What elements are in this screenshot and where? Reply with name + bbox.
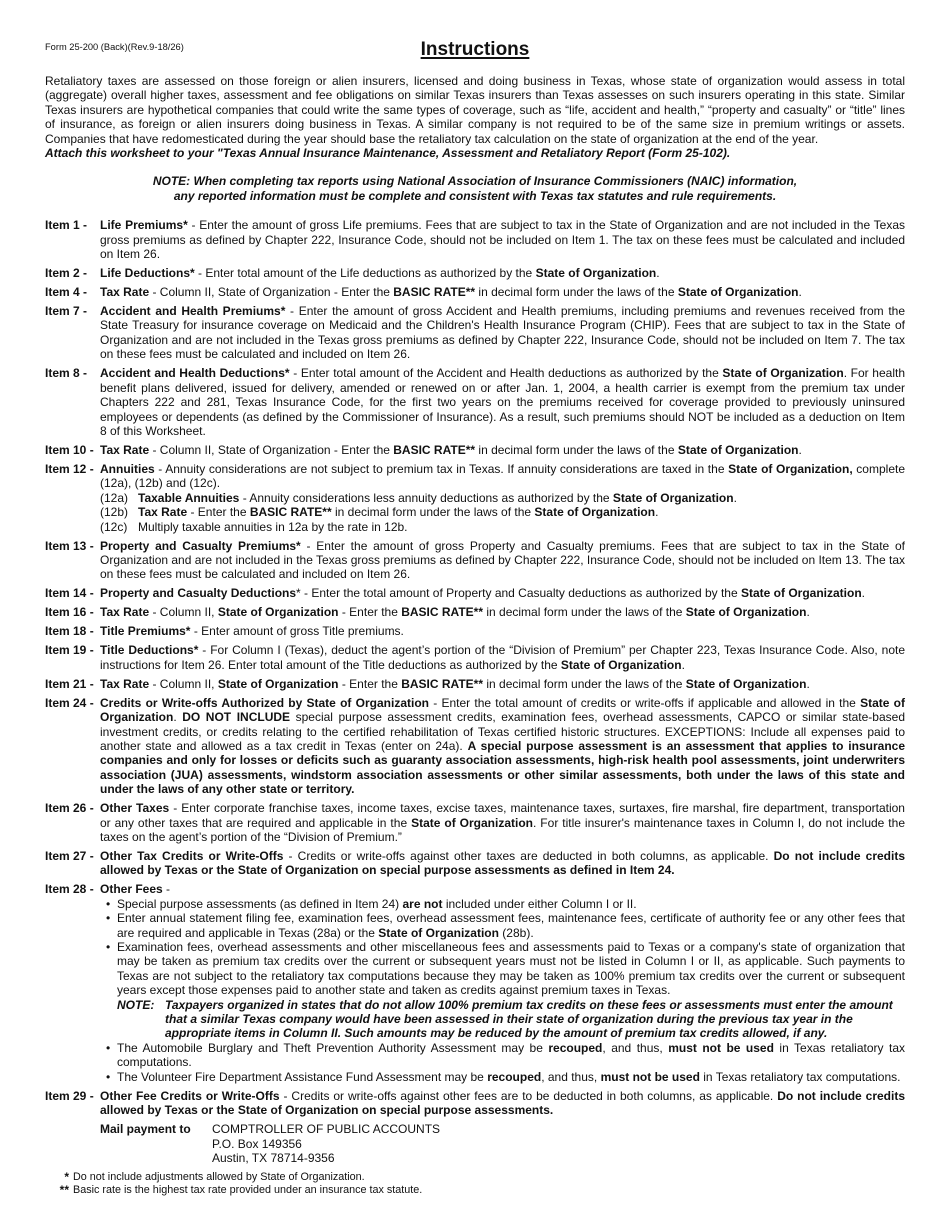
item-21 bbox=[45, 677, 905, 691]
bold-text-run: Accident and Health Premiums* bbox=[100, 304, 286, 319]
item-body bbox=[100, 882, 905, 1084]
bold-text-run: must not be used bbox=[668, 1040, 774, 1055]
text-run: - Column II, State of Organization - Enter the bbox=[149, 442, 394, 457]
sub-item-text bbox=[138, 505, 905, 519]
item-8 bbox=[45, 366, 905, 438]
item-text bbox=[100, 462, 905, 491]
bold-text-run: Tax Rate bbox=[100, 676, 150, 691]
mail-payment bbox=[45, 1122, 905, 1165]
bullet-glyph: • bbox=[106, 1069, 111, 1084]
bold-text-run: Other Fee Credits or Write-Offs bbox=[100, 1088, 280, 1103]
sub-item-label: (12a) bbox=[100, 490, 129, 505]
text-run: - Enter the amount of gross Accident and Health premiums, including premiums and revenues received from the State Treasury for insurance coverage on Medicaid and the Children's Health Insurance Program (CHIP). Fees that are subject to tax in the State of Organization and are not included in the Texas gross premiums as defined by Chapter 222, Insurance Code, should not be included on Item 7. The tax on these fees must be calculated and included on Item 26. bbox=[100, 304, 905, 362]
item-label: Item 1 - bbox=[45, 218, 88, 233]
text-run: . bbox=[173, 710, 183, 725]
item-list bbox=[45, 218, 905, 1117]
bold-text-run: State of Organization bbox=[722, 366, 844, 381]
bold-text-run: Tax Rate bbox=[100, 285, 150, 300]
text-run: , and thus, bbox=[602, 1040, 669, 1055]
text-run: - Enter total amount of the Life deductions as authorized by the bbox=[194, 266, 536, 281]
item-text bbox=[100, 624, 905, 638]
item-text bbox=[100, 285, 905, 299]
text-run: in decimal form under the laws of the bbox=[475, 285, 678, 300]
page-header bbox=[45, 38, 905, 66]
item-24 bbox=[45, 696, 905, 797]
bold-text-run: Other Taxes bbox=[100, 801, 170, 816]
bullet-text bbox=[117, 1041, 905, 1070]
footnote-text: Do not include adjustments allowed by State of Organization. bbox=[73, 1171, 365, 1184]
fees-note bbox=[100, 998, 905, 1041]
fees-note-text: Taxpayers organized in states that do not allow 100% premium tax credits on these fees or assessments must enter the amount that a similar Texas company would have been assessed in their state of organization during the previous tax year in the appropriate items in Column II. Such amounts may be reduced by the amount of premium tax credits allowed, if any. bbox=[165, 997, 893, 1041]
sub-item-label: (12c) bbox=[100, 519, 128, 534]
item-text bbox=[100, 605, 905, 619]
bold-text-run: State of Organization bbox=[534, 505, 656, 520]
item-label: Item 21 - bbox=[45, 676, 94, 691]
text-run: (28b). bbox=[498, 925, 534, 940]
bold-text-run: A special purpose assessment is an assessment that applies to insurance companies and only for losses or deficits such as guaranty association assessments, high-risk health pool assessments, joint underwriters association (JUA) assessments, windstorm association assessments or other similar assessments, both under the laws of this state and under the laws of any other state or territory. bbox=[100, 738, 906, 797]
item-label: Item 13 - bbox=[45, 538, 94, 553]
text-run: . bbox=[656, 266, 660, 281]
text-run: - Enter the bbox=[338, 676, 402, 691]
text-run: . bbox=[681, 657, 685, 672]
item-10 bbox=[45, 443, 905, 457]
bullet-glyph: • bbox=[106, 911, 111, 926]
text-run: The Automobile Burglary and Theft Prevention Authority Assessment may be bbox=[117, 1040, 549, 1055]
text-run: - Annuity considerations are not subject to premium tax in Texas. If annuity considerations are taxed in the bbox=[154, 461, 729, 476]
address-line: P.O. Box 149356 bbox=[212, 1136, 302, 1151]
bullet-item bbox=[100, 1041, 905, 1070]
item-text bbox=[100, 366, 905, 438]
text-run: in Texas retaliatory tax computations. bbox=[117, 1040, 906, 1070]
item-14 bbox=[45, 586, 905, 600]
item-text bbox=[100, 677, 905, 691]
bold-text-run: Other Tax Credits or Write-Offs bbox=[100, 849, 284, 863]
naic-note bbox=[45, 174, 905, 203]
text-run: Multiply taxable annuities in 12a by the rate in 12b. bbox=[138, 519, 408, 534]
bold-text-run: State of Organization bbox=[100, 695, 905, 725]
text-run: complete (12a), (12b) and (12c). bbox=[100, 461, 905, 491]
item-1 bbox=[45, 218, 905, 261]
item-label: Item 12 - bbox=[45, 461, 94, 476]
bold-text-run: State of Organization bbox=[560, 657, 682, 672]
footnote bbox=[45, 1171, 905, 1184]
form-id: Form 25-200 (Back)(Rev.9-18/26) bbox=[45, 42, 184, 52]
item-text bbox=[100, 882, 905, 896]
text-run: - Column II, bbox=[149, 676, 218, 691]
bullet-glyph: • bbox=[106, 1040, 111, 1055]
text-run: , and thus, bbox=[541, 1069, 601, 1084]
bold-text-run: Accident and Health Deductions* bbox=[100, 366, 290, 381]
text-run: in decimal form under the laws of the bbox=[475, 442, 678, 457]
intro bbox=[45, 74, 905, 160]
bullet-item bbox=[100, 897, 905, 911]
bold-text-run: State of Organization bbox=[411, 815, 534, 830]
item-text bbox=[100, 266, 905, 280]
bold-text-run: State of Organization bbox=[685, 605, 807, 620]
item-4 bbox=[45, 285, 905, 299]
bold-text-run: BASIC RATE** bbox=[249, 505, 332, 520]
item-label: Item 28 - bbox=[45, 882, 94, 897]
item-text bbox=[100, 643, 905, 672]
item-19 bbox=[45, 643, 905, 672]
item-label: Item 4 - bbox=[45, 285, 88, 300]
text-run: Enter annual statement filing fee, examination fees, overhead assessment fees, maintenance fees, certificate of authority fee or any other fees that are required and applicable in Texas (28a) or the bbox=[117, 911, 905, 940]
bold-text-run: Life Deductions* bbox=[100, 266, 195, 281]
text-run: . bbox=[806, 676, 810, 691]
bullet-text bbox=[117, 911, 905, 940]
bold-text-run: Tax Rate bbox=[138, 505, 188, 520]
text-run: - Enter the amount of gross Property and Casualty premiums. Fees that are subject to tax in the State of Organization and are not included in the Texas gross premiums as defined by Chapter 222, Insurance Code, should not be included on Item 13. The tax on these fees must be calculated and included on Item 26. bbox=[100, 538, 905, 582]
bold-text-run: Property and Casualty Deductions bbox=[100, 586, 297, 601]
intro-paragraph: Retaliatory taxes are assessed on those foreign or alien insurers, licensed and doing business in Texas, whose state of organization would assess in total (aggregate) overall higher taxes, assessment and fee obligations on similar Texas insurers than Texas assesses on such insurers operating in this state. Similar Texas insurers are hypothetical companies that could write the same types of coverage, such as “life, accident and health,” “property and casualty” or “title” lines of insurance, as foreign or alien insurers doing business in Texas. A similar company is not required to be of the same size in premium writings or assets. Companies that have redomesticated during the year should base the retaliatory tax calculation on the state of organization at the end of the year. bbox=[45, 74, 905, 146]
item-body bbox=[100, 462, 905, 534]
bold-text-run: Property and Casualty Premiums* bbox=[100, 538, 301, 553]
text-run: in Texas retaliatory tax computations. bbox=[699, 1069, 901, 1084]
text-run: in decimal form under the laws of the bbox=[483, 676, 686, 691]
bold-text-run: Do not include credits allowed by Texas or the State of Organization on special purpose assessments. bbox=[100, 1088, 906, 1118]
text-run: . bbox=[733, 490, 737, 505]
text-run: . bbox=[655, 505, 659, 520]
item-label: Item 14 - bbox=[45, 586, 94, 601]
bold-text-run: Other Fees bbox=[100, 882, 163, 897]
bold-text-run: BASIC RATE** bbox=[401, 676, 484, 691]
item-label: Item 29 - bbox=[45, 1088, 94, 1103]
text-run: - Column II, bbox=[149, 605, 218, 620]
item-label: Item 18 - bbox=[45, 624, 94, 639]
bold-text-run: State of Organization bbox=[740, 586, 862, 601]
item-16 bbox=[45, 605, 905, 619]
bold-text-run: State of Organization bbox=[217, 605, 339, 620]
text-run: . bbox=[798, 285, 802, 300]
bold-text-run: Taxable Annuities bbox=[138, 490, 240, 505]
text-run: - Enter the total amount of credits or write-offs if applicable and allowed in the bbox=[429, 695, 861, 710]
item-label: Item 26 - bbox=[45, 801, 94, 816]
item-label: Item 8 - bbox=[45, 366, 88, 381]
bold-text-run: Title Deductions* bbox=[100, 643, 199, 658]
item-26 bbox=[45, 801, 905, 844]
footnote-text: Basic rate is the highest tax rate provided under an insurance tax statute. bbox=[73, 1184, 423, 1197]
item-29 bbox=[45, 1089, 905, 1118]
bold-text-run: Annuities bbox=[100, 461, 155, 476]
bold-text-run: are not bbox=[402, 896, 443, 911]
text-run: - For Column I (Texas), deduct the agent’s portion of the “Division of Premium” per Chapter 223, Texas Insurance Code. Also, note instructions for Item 26. Enter total amount of the Title deductions as authorized by the bbox=[100, 643, 905, 672]
item-label: Item 24 - bbox=[45, 695, 94, 710]
item-28 bbox=[45, 882, 905, 1084]
text-run: - Credits or write-offs against other fees are to be deducted in both columns, as applicable. bbox=[279, 1088, 778, 1103]
bold-text-run: State of Organization bbox=[677, 285, 799, 300]
item-text bbox=[100, 696, 905, 797]
sub-item-12c bbox=[100, 520, 905, 534]
text-run: - Enter amount of gross Title premiums. bbox=[190, 624, 404, 639]
bold-text-run: State of Organization bbox=[378, 925, 499, 940]
item-text bbox=[100, 586, 905, 600]
bold-text-run: Tax Rate bbox=[100, 442, 150, 457]
text-run: - Enter total amount of the Accident and Health deductions as authorized by the bbox=[289, 366, 723, 381]
bullet-item bbox=[100, 911, 905, 940]
text-run: - Column II, State of Organization - Enter the bbox=[149, 285, 394, 300]
text-run: - Annuity considerations less annuity deductions as authorized by the bbox=[239, 490, 613, 505]
text-run: . bbox=[798, 442, 802, 457]
bold-text-run: State of Organization bbox=[677, 442, 799, 457]
item-2 bbox=[45, 266, 905, 280]
text-run: Special purpose assessments (as defined in Item 24) bbox=[117, 896, 403, 911]
item-18 bbox=[45, 624, 905, 638]
bullet-item bbox=[100, 1070, 905, 1084]
text-run: The Volunteer Fire Department Assistance Fund Assessment may be bbox=[117, 1069, 488, 1084]
bold-text-run: State of Organization bbox=[217, 676, 339, 691]
footnote-mark: * bbox=[64, 1170, 69, 1185]
item-label: Item 2 - bbox=[45, 266, 88, 281]
bold-text-run: Credits or Write-offs Authorized by State of Organization bbox=[100, 695, 429, 710]
item-label: Item 19 - bbox=[45, 643, 94, 658]
item-27 bbox=[45, 849, 905, 878]
item-text bbox=[100, 304, 905, 362]
attach-instruction: Attach this worksheet to your "Texas Annual Insurance Maintenance, Assessment and Retaliatory Report (Form 25-102). bbox=[45, 146, 731, 161]
item-text bbox=[100, 218, 905, 261]
text-run: - Credits or write-offs against other taxes are deducted in both columns, as applicable. bbox=[283, 849, 774, 863]
naic-note-line-1: NOTE: When completing tax reports using National Association of Insurance Commissioners (NAIC) information, bbox=[152, 174, 798, 189]
item-text bbox=[100, 801, 905, 844]
text-run: Examination fees, overhead assessments and other miscellaneous fees and assessments paid to Texas or a company's state of organization that may be taken as premium tax credits over the current or subsequent years must not be listed in Column I or II, as applicable. Such payments to Texas are not subject to the retaliatory tax computations because they may be taken as 100% premium tax credits over the current or subsequent years except those expenses paid to another state and taken as credits against premium taxes in Texas. bbox=[117, 940, 905, 998]
bold-text-run: State of Organization bbox=[535, 266, 657, 281]
naic-note-line-2: any reported information must be complete and consistent with Texas tax statutes and rule requirements. bbox=[173, 188, 777, 203]
bold-text-run: BASIC RATE** bbox=[393, 442, 476, 457]
bullet-text bbox=[117, 940, 905, 998]
bold-text-run: Life Premiums* bbox=[100, 218, 188, 233]
text-run: * - Enter the total amount of Property and Casualty deductions as authorized by the bbox=[296, 586, 741, 601]
address-line: Austin, TX 78714-9356 bbox=[212, 1150, 335, 1165]
item-12 bbox=[45, 462, 905, 534]
bold-text-run: State of Organization bbox=[685, 676, 807, 691]
mail-payment-label: Mail payment to bbox=[100, 1122, 191, 1137]
item-text bbox=[100, 1089, 905, 1118]
text-run: included under either Column I or II. bbox=[442, 896, 637, 911]
item-text bbox=[100, 443, 905, 457]
footnote bbox=[45, 1184, 905, 1197]
address-line: COMPTROLLER OF PUBLIC ACCOUNTS bbox=[212, 1122, 441, 1137]
bold-text-run: Title Premiums* bbox=[100, 624, 191, 639]
text-run: - Enter the bbox=[338, 605, 402, 620]
mailing-address bbox=[212, 1122, 440, 1165]
text-run: . bbox=[861, 586, 866, 601]
page-title: Instructions bbox=[420, 39, 530, 60]
text-run: - Enter corporate franchise taxes, income taxes, excise taxes, maintenance taxes, surtaxes, fire marshal, fire department, transportation or any other taxes that are required and applicable in the bbox=[100, 801, 905, 830]
bold-text-run: DO NOT INCLUDE bbox=[182, 710, 291, 725]
bold-text-run: Tax Rate bbox=[100, 605, 150, 620]
item-label: Item 16 - bbox=[45, 605, 94, 620]
bold-text-run: BASIC RATE** bbox=[401, 605, 484, 620]
item-13 bbox=[45, 539, 905, 582]
bullet-item bbox=[100, 940, 905, 998]
bold-text-run: State of Organization bbox=[612, 490, 734, 505]
sub-item-text bbox=[138, 491, 905, 505]
text-run: special purpose assessment credits, examination fees, overhead assessments, CAPCO or similar state-based investment credits, or credits relating to the certified rehabilitation of Texas certified historic structures. EXCEPTIONS: Include all expenses paid to another state and allowed as a tax credit in Texas (enter on 24a). bbox=[100, 710, 905, 753]
text-run: - Enter the bbox=[187, 505, 250, 520]
bullet-glyph: • bbox=[106, 940, 111, 955]
text-run: in decimal form under the laws of the bbox=[331, 505, 535, 520]
footnotes bbox=[45, 1171, 905, 1197]
bullet-text bbox=[117, 897, 905, 911]
footnote-mark: ** bbox=[59, 1183, 69, 1198]
fees-note-label: NOTE: bbox=[117, 997, 155, 1012]
text-run: in decimal form under the laws of the bbox=[483, 605, 686, 620]
bold-text-run: BASIC RATE** bbox=[393, 285, 476, 300]
item-label: Item 10 - bbox=[45, 442, 94, 457]
bold-text-run: Do not include credits allowed by Texas or the State of Organization on special purpose assessments as defined in Item 24. bbox=[100, 849, 906, 878]
item-text bbox=[100, 849, 905, 878]
item-label: Item 27 - bbox=[45, 849, 94, 863]
item-text bbox=[100, 539, 905, 582]
bold-text-run: State of Organization, bbox=[728, 461, 853, 476]
text-run: . bbox=[806, 605, 810, 620]
bold-text-run: recouped bbox=[548, 1040, 603, 1055]
bold-text-run: recouped bbox=[487, 1069, 542, 1084]
sub-item-text bbox=[138, 520, 905, 534]
sub-item-12a bbox=[100, 491, 905, 505]
bullet-glyph: • bbox=[106, 896, 111, 911]
text-run: - Enter the amount of gross Life premiums. Fees that are subject to tax in the State of Organization and are not included in the Texas gross premiums as defined by Chapter 222, Insurance Code, should not be included on Item 1. The tax on these fees must be calculated and included on Item 26. bbox=[100, 218, 905, 262]
text-run: . For title insurer's maintenance taxes in Column I, do not include the taxes on the agent’s portion of the “Division of Premium.” bbox=[100, 815, 905, 844]
item-7 bbox=[45, 304, 905, 362]
text-run: - bbox=[162, 882, 171, 897]
item-label: Item 7 - bbox=[45, 304, 88, 319]
text-run: . For health benefit plans delivered, issued for delivery, amended or renewed on or after Jan. 1, 2004, a health carrier is exempt from the premium tax under Chapters 222 and 281, Texas Insurance Code, for the first two years on the premiums received for coverage provided to previously uninsured employees or dependents (as defined by the Commissioner of Insurance). As a result, such premiums should NOT be included as a deduction on Item 8 of this Worksheet. bbox=[100, 366, 905, 438]
bold-text-run: must not be used bbox=[600, 1069, 700, 1084]
bullet-text bbox=[117, 1070, 905, 1084]
sub-item-label: (12b) bbox=[100, 505, 129, 520]
sub-item-12b bbox=[100, 505, 905, 519]
